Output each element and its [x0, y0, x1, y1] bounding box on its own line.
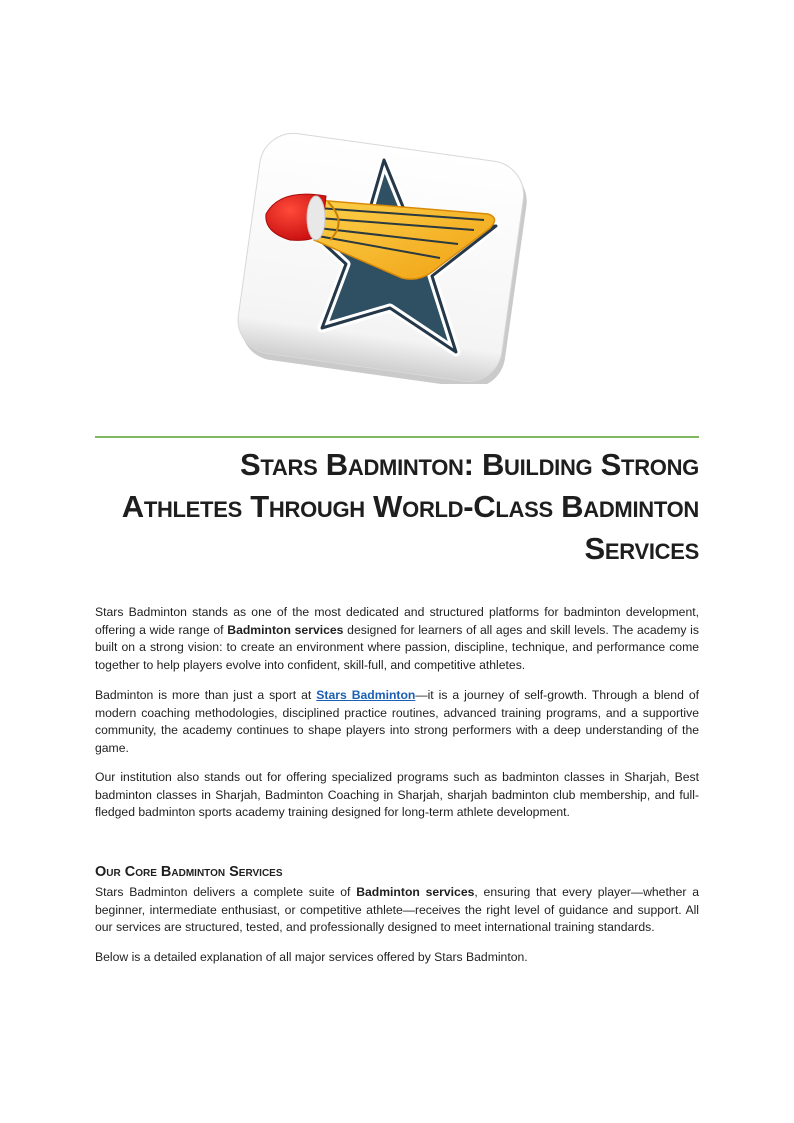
core-services-heading: Our Core Badminton Services	[95, 864, 283, 880]
core-services-paragraph-2	[95, 949, 699, 967]
page-title	[95, 444, 699, 570]
title-line-1: Stars Badminton: Building Strong	[240, 447, 699, 482]
intro-paragraph-2	[95, 687, 699, 757]
title-divider	[95, 436, 699, 438]
core-p1-text-a: Stars Badminton delivers a complete suite of	[95, 885, 357, 899]
stars-badminton-logo-icon	[218, 122, 538, 384]
intro-paragraph-1	[95, 604, 699, 674]
title-line-2: Athletes Through World-Class Badminton	[121, 489, 699, 524]
title-line-3: Services	[584, 531, 699, 566]
core-p1-text-b: , ensuring that every player—whether a beginner, intermediate enthusiast, or competitive athlete—receives the right level of guidance and support. All our services are structured, tested, and professionally designed to meet international training standards.	[95, 885, 699, 935]
logo	[218, 122, 538, 384]
intro-p2-text-a: Badminton is more than just a sport at	[95, 688, 317, 702]
core-p1-bold: Badminton services	[356, 885, 475, 899]
intro-p1-text-a: Stars Badminton stands as one of the most dedicated and structured platforms for badminton development, offering a wide range of	[95, 605, 699, 637]
stars-badminton-link[interactable]: Stars Badminton	[316, 688, 416, 702]
intro-p2-text-b: —it is a journey of self-growth. Through a blend of modern coaching methodologies, disciplined practice routines, advanced training programs, and a supportive community, the academy continues to shape players into strong performers with a deep understanding of the game.	[95, 688, 699, 755]
intro-p1-bold: Badminton services	[227, 622, 344, 637]
intro-p1-text-b: designed for learners of all ages and skill levels. The academy is built on a strong vision: to create an environment where passion, discipline, technique, and performance come together to help players evolve into confident, skill-full, and competitive athletes.	[95, 622, 699, 672]
core-p2-text: Below is a detailed explanation of all major services offered by Stars Badminton.	[95, 950, 528, 964]
intro-paragraph-3	[95, 769, 699, 822]
core-services-paragraph-1	[95, 884, 699, 937]
intro-p3-text: Our institution also stands out for offering specialized programs such as badminton classes in Sharjah, Best badminton classes in Sharjah, Badminton Coaching in Sharjah, sharjah badminton club membership, and full-fledged badminton sports academy training designed for long-term athlete development.	[95, 770, 699, 820]
